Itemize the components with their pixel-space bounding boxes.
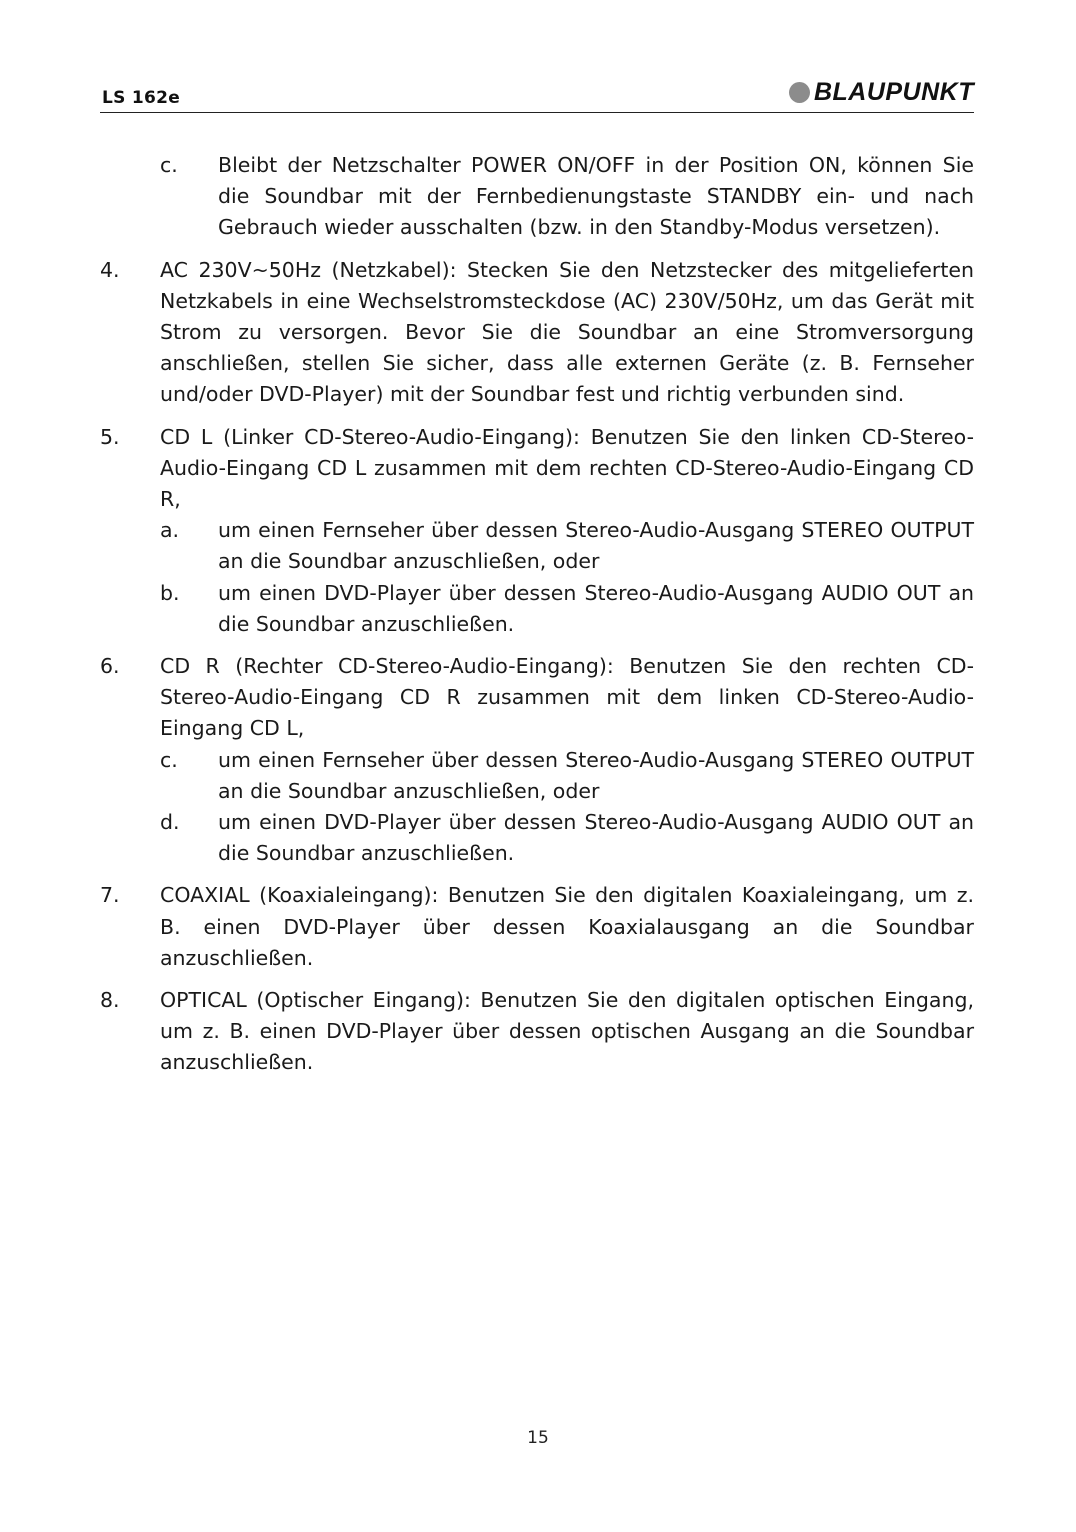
list-marker: b. <box>160 580 180 605</box>
list-marker: 6. <box>100 654 120 679</box>
list-item-text: OPTICAL (Optischer Eingang): Benutzen Sie den digitalen optischen Eingang, um z. B. einen DVD-Player über dessen optischen Ausgang an die Soundbar anzuschließen. <box>160 988 974 1075</box>
list-item-text: AC 230V~50Hz (Netzkabel): Stecken Sie den Netzstecker des mitgelieferten Netzkabels in eine Wechselstromsteckdose (AC) 230V/50Hz, um das Gerät mit Strom zu versorgen. Bevor Sie die Soundbar an eine Stromversorgung anschließen, stellen Sie sicher, dass alle externen Geräte (z. B. Fernseher und/oder DVD-Player) mit der Soundbar fest und richtig verbunden sind. <box>160 257 974 407</box>
list-item <box>100 422 974 516</box>
list-item <box>100 150 974 244</box>
manual-content <box>100 150 974 1079</box>
list-marker: d. <box>160 810 180 835</box>
list-marker: a. <box>160 518 180 543</box>
list-item-text: um einen DVD-Player über dessen Stereo-Audio-Ausgang AUDIO OUT an die Soundbar anzuschließen. <box>218 810 974 866</box>
list-item <box>100 515 974 577</box>
list-item-text: CD L (Linker CD-Stereo-Audio-Eingang): Benutzen Sie den linken CD-Stereo-Audio-Eingang CD L zusammen mit dem rechten CD-Stereo-Audio-Eingang CD R, <box>160 424 974 512</box>
list-item-text: um einen DVD-Player über dessen Stereo-Audio-Ausgang AUDIO OUT an die Soundbar anzuschließen. <box>218 580 974 636</box>
list-marker: c. <box>160 747 178 772</box>
list-item <box>100 578 974 640</box>
list-item <box>100 807 974 869</box>
list-item <box>100 880 974 974</box>
list-item <box>100 651 974 745</box>
list-marker: 5. <box>100 424 120 449</box>
list-item-text: CD R (Rechter CD-Stereo-Audio-Eingang): Benutzen Sie den rechten CD-Stereo-Audio-Eingang CD R zusammen mit dem linken CD-Stereo-Audio-Eingang CD L, <box>160 654 974 741</box>
brand-dot-icon <box>789 82 810 103</box>
list-item <box>100 985 974 1079</box>
list-item <box>100 745 974 807</box>
list-item-text: um einen Fernseher über dessen Stereo-Audio-Ausgang STEREO OUTPUT an die Soundbar anzuschließen, oder <box>218 518 974 574</box>
list-item-text: um einen Fernseher über dessen Stereo-Audio-Ausgang STEREO OUTPUT an die Soundbar anzuschließen, oder <box>218 747 974 803</box>
list-item <box>100 255 974 411</box>
list-item-text: Bleibt der Netzschalter POWER ON/OFF in der Position ON, können Sie die Soundbar mit der Fernbedienungstaste STANDBY ein- und nach Gebrauch wieder ausschalten (bzw. in den Standby-Modus versetzen). <box>218 153 974 240</box>
list-marker: 4. <box>100 257 120 282</box>
list-marker: c. <box>160 153 178 177</box>
list-item-text: COAXIAL (Koaxialeingang): Benutzen Sie den digitalen Koaxialeingang, um z. B. einen DVD-Player über dessen Koaxialausgang an die Soundbar anzuschließen. <box>160 883 974 970</box>
model-number: LS 162e <box>102 88 181 108</box>
list-marker: 7. <box>100 883 120 908</box>
page-header <box>100 72 974 113</box>
brand-logo <box>789 78 974 107</box>
brand-name: BLAUPUNKT <box>813 78 974 106</box>
list-marker: 8. <box>100 988 120 1013</box>
page-number: 15 <box>527 1428 549 1448</box>
